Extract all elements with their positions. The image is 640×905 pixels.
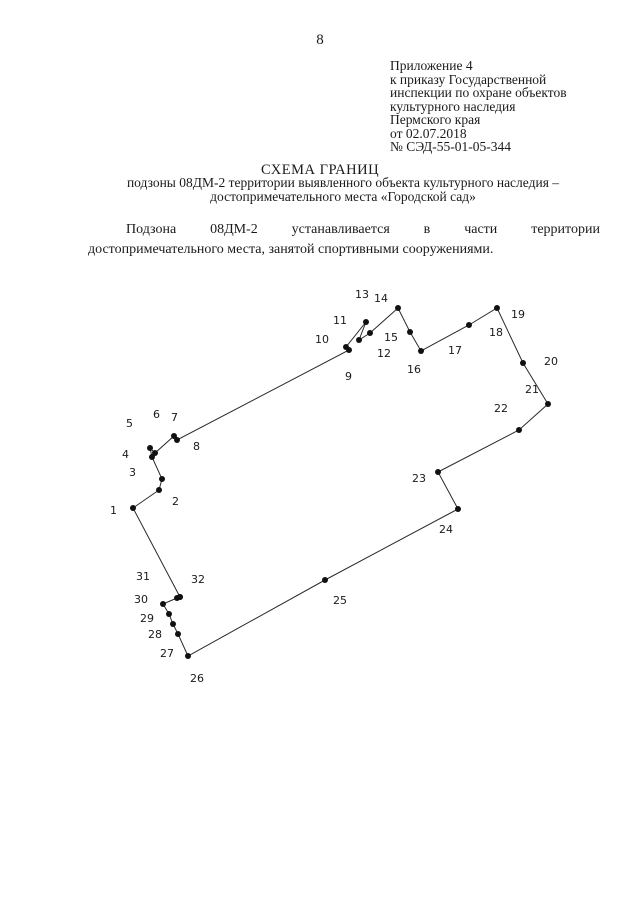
vertex-label: 12 xyxy=(377,347,391,360)
vertex-label: 25 xyxy=(333,594,347,607)
vertex-label: 30 xyxy=(134,593,148,606)
boundary-vertex xyxy=(418,348,424,354)
vertex-label: 15 xyxy=(384,331,398,344)
boundary-vertex xyxy=(363,319,369,325)
page-number: 8 xyxy=(316,32,324,48)
appendix-line: Приложение 4 xyxy=(390,58,473,73)
boundary-vertex xyxy=(147,445,153,451)
boundary-vertex xyxy=(152,450,158,456)
vertex-label: 13 xyxy=(355,288,369,301)
body-word: 08ДМ-2 xyxy=(210,222,258,237)
scheme-title: СХЕМА ГРАНИЦ xyxy=(260,162,380,178)
appendix-line: от 02.07.2018 xyxy=(390,125,467,141)
vertex-label: 21 xyxy=(525,383,539,396)
boundary-vertex xyxy=(466,322,472,328)
vertex-label: 23 xyxy=(412,472,426,485)
boundary-vertex xyxy=(395,305,401,311)
appendix-line: инспекции по охране объектов xyxy=(390,85,567,100)
boundary-vertex xyxy=(435,469,441,475)
boundary-vertex xyxy=(166,611,172,617)
appendix-line: Пермского края xyxy=(390,112,481,127)
appendix-line: к приказу Государственной xyxy=(390,71,547,87)
vertex-label: 14 xyxy=(374,292,388,305)
body-word: территории xyxy=(531,222,600,237)
vertex-label: 26 xyxy=(190,672,204,685)
vertex-label: 18 xyxy=(489,326,503,339)
boundary-vertex xyxy=(170,621,176,627)
body-word: в xyxy=(423,222,431,237)
vertex-label: 10 xyxy=(315,333,329,346)
vertex-label: 16 xyxy=(407,363,421,376)
vertex-label: 17 xyxy=(448,344,462,357)
boundary-vertex xyxy=(494,305,500,311)
subtitle-line: достопримечательного места «Городской сад» xyxy=(210,188,476,204)
vertex-label: 31 xyxy=(136,570,150,583)
boundary-vertex xyxy=(177,594,183,600)
boundary-vertex xyxy=(185,653,191,659)
body-word: Подзона xyxy=(126,222,177,237)
vertex-label: 2 xyxy=(172,495,179,508)
vertex-label: 9 xyxy=(345,370,352,383)
boundary-vertex xyxy=(520,360,526,366)
boundary-vertex xyxy=(407,329,413,335)
vertex-label: 24 xyxy=(439,523,453,536)
boundary-vertex xyxy=(322,577,328,583)
boundary-vertex xyxy=(160,601,166,607)
boundary-vertex xyxy=(174,437,180,443)
boundary-vertex xyxy=(367,330,373,336)
vertex-label: 22 xyxy=(494,402,508,415)
boundary-vertex xyxy=(545,401,551,407)
body-line: достопримечательного места, занятой спортивными сооружениями. xyxy=(88,242,494,257)
boundary-vertex xyxy=(356,337,362,343)
appendix-line: культурного наследия xyxy=(390,98,516,114)
vertex-label: 19 xyxy=(511,308,525,321)
vertex-label: 11 xyxy=(333,314,347,327)
body-word: части xyxy=(464,222,498,237)
vertex-label: 32 xyxy=(191,573,205,586)
appendix-line: № СЭД-55-01-05-344 xyxy=(390,139,511,154)
vertex-label: 8 xyxy=(193,440,200,453)
vertex-label: 20 xyxy=(544,355,558,368)
vertex-label: 1 xyxy=(110,504,117,517)
vertex-label: 29 xyxy=(140,612,154,625)
vertex-label: 7 xyxy=(171,411,178,424)
vertex-label: 3 xyxy=(129,466,136,479)
vertex-label: 4 xyxy=(122,448,129,461)
boundary-vertex xyxy=(130,505,136,511)
boundary-vertex xyxy=(455,506,461,512)
vertex-label: 27 xyxy=(160,647,174,660)
boundary-vertex xyxy=(516,427,522,433)
boundary-vertex xyxy=(343,344,349,350)
boundary-vertex xyxy=(156,487,162,493)
boundary-vertex xyxy=(159,476,165,482)
vertex-label: 5 xyxy=(126,417,133,430)
boundary-vertex xyxy=(175,631,181,637)
vertex-label: 28 xyxy=(148,628,162,641)
body-word: устанавливается xyxy=(291,222,390,237)
vertex-label: 6 xyxy=(153,408,160,421)
subtitle-line: подзоны 08ДМ-2 территории выявленного объекта культурного наследия – xyxy=(126,175,560,190)
